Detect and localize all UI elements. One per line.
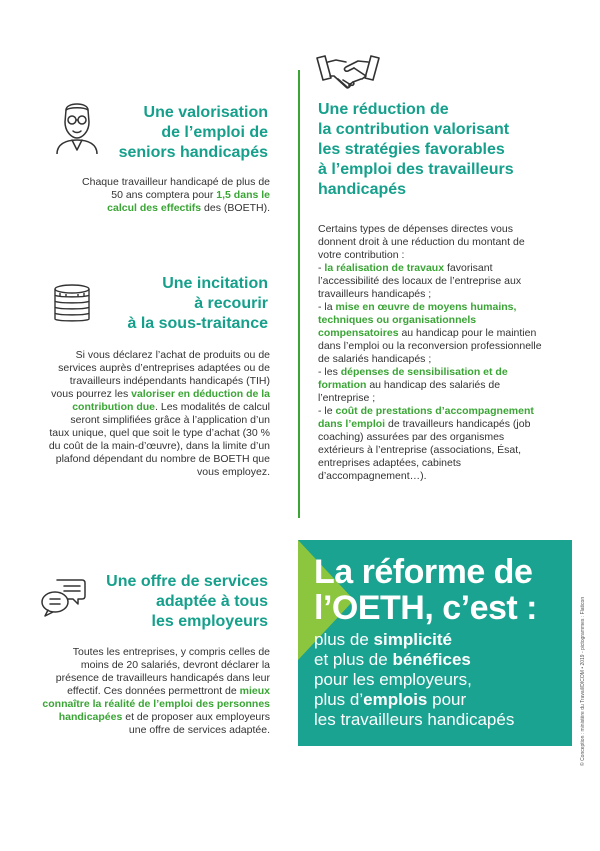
reduction-title: Une réduction de la contribution valorisant les stratégies favorables à l’emploi des travailleurs handicapés	[318, 101, 514, 198]
column-divider	[298, 70, 300, 518]
banner-title: La réforme de	[314, 553, 533, 591]
banner-line: et plus de bénéfices	[314, 650, 471, 669]
soustraitance-text: Si vous déclarez l’achat de produits ou de services auprès d’entreprises adaptées ou de travailleurs indépendants handicapés (TIH) vous pourrez les valoriser en déduction de la contribution due. Les modalités de calcul seront simplifiées grâce à l’application d’un taux unique, quel que soit le type d’achat (30 % du coût de la main-d’œuvre), dans la limite d’un plafond dépendant du nombre de BOETH que vous employez.	[48, 349, 270, 478]
reduction-item: - le coût de prestations d’accompagnement dans l’emploi de travailleurs handicapés (job coaching) assurées par des organismes extérieurs à l’entreprise (associations, Ésat, entreprises adaptées, cabinets d’accompagnement…).	[318, 405, 534, 482]
seniors-text: Chaque travailleur handicapé de plus de 50 ans comptera pour 1,5 dans le calcul des effectifs des (BOETH).	[82, 176, 270, 214]
banner-line: pour les employeurs,	[314, 670, 472, 689]
senior-icon	[52, 98, 102, 154]
reduction-intro: Certains types de dépenses directes vous donnent droit à une réduction du montant de votre contribution :	[318, 223, 525, 261]
banner-title: l’OETH, c’est :	[314, 589, 537, 627]
reduction-item: - les dépenses de sensibilisation et de formation au handicap des salariés de l’entreprise ;	[318, 366, 508, 404]
offre-text: Toutes les entreprises, y compris celles de moins de 20 salariés, devront déclarer la présence de travailleurs handicapés dans leur effectif. Ces données permettront de mieux connaître la réalité de l’emploi des personnes handicapées et de proposer aux employeurs une offre de services adaptée.	[42, 646, 270, 736]
soustraitance-title: Une incitation à recourir à la sous-traitance	[127, 275, 268, 332]
banner-line: les travailleurs handicapés	[314, 710, 515, 729]
reform-banner	[298, 540, 572, 746]
seniors-title: Une valorisation de l’emploi de seniors handicapés	[118, 104, 268, 161]
reduction-item: - la réalisation de travaux favorisant l’accessibilité des locaux de l’entreprise aux travailleurs handicapés ;	[318, 262, 522, 300]
handshake-icon	[316, 52, 380, 92]
chat-bubbles-icon	[40, 578, 86, 618]
reduction-item: - la mise en œuvre de moyens humains, techniques ou organisationnels compensatoires au handicap pour le maintien dans l’emploi ou la reconversion professionnelle de salariés handicapés ;	[318, 301, 542, 365]
reduction-text	[318, 223, 550, 483]
coins-icon	[52, 284, 92, 326]
banner-line: plus d’emplois pour	[314, 690, 467, 709]
credit-text: © Conception : ministère du Travail/DICOM • 2019 - pictogrammes : Flaticon	[580, 596, 586, 766]
offre-title: Une offre de services adaptée à tous les employeurs	[106, 573, 268, 630]
banner-line: plus de simplicité	[314, 630, 452, 649]
